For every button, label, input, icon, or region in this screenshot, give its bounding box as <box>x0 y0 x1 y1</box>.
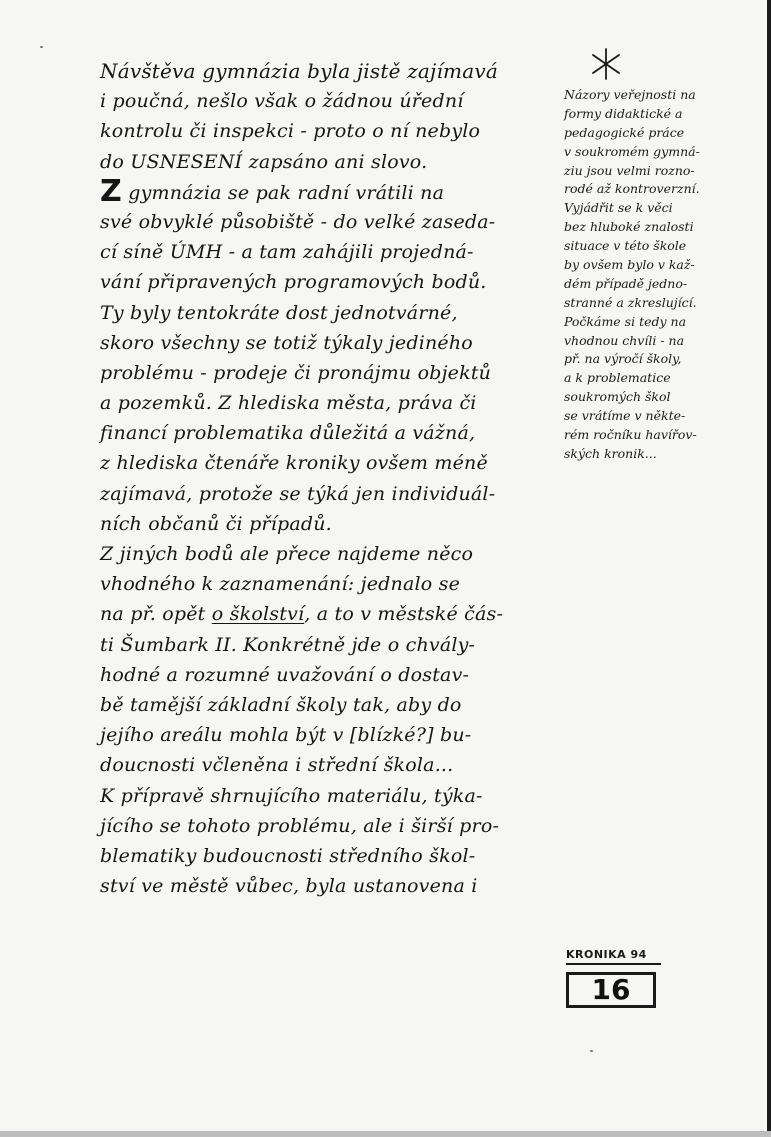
text-line-rest: gymnázia se pak radní vrátili na <box>128 181 445 204</box>
text-line <box>100 173 562 209</box>
text-line: vání připravených programových bodů. <box>100 271 487 294</box>
side-note <box>564 86 760 464</box>
text-line <box>100 599 562 629</box>
side-note-line: bez hluboké znalosti <box>564 219 694 235</box>
text-line: doucnosti včleněna i střední škola... <box>100 754 454 777</box>
side-note-line: dém případě jedno- <box>564 275 688 291</box>
scan-edge-right <box>767 0 771 1137</box>
paper-speck <box>590 1050 593 1052</box>
side-note-line: soukromých škol <box>564 389 671 405</box>
text-line: bě tamější základní školy tak, aby do <box>100 693 462 716</box>
text-line: z hlediska čtenáře kroniky ovšem méně <box>100 452 488 475</box>
text-line: blematiky budoucnosti středního škol- <box>100 844 476 867</box>
asterisk-icon <box>588 46 624 82</box>
text-line-end: , a to v městské čás- <box>304 603 504 626</box>
text-line: jícího se tohoto problému, ale i širší pro- <box>100 814 500 837</box>
text-line: Ty byly tentokráte dost jednotvárné, <box>100 301 458 324</box>
main-handwritten-text <box>100 56 562 901</box>
kronika-rule <box>566 963 661 965</box>
text-line: ství ve městě vůbec, byla ustanovena i <box>100 875 478 898</box>
side-note-line: př. na výročí školy, <box>564 351 682 367</box>
text-line: problému - prodeje či pronájmu objektů <box>100 361 492 384</box>
side-note-line: se vrátíme v někte- <box>564 408 686 424</box>
text-line-start: na př. opět <box>100 603 206 626</box>
side-note-line: by ovšem bylo v kaž- <box>564 257 695 273</box>
text-line: i poučná, nešlo však o žádnou úřední <box>100 90 464 113</box>
text-line: Z jiných bodů ale přece najdeme něco <box>100 543 474 565</box>
side-note-line: vhodnou chvíli - na <box>564 332 685 348</box>
text-line: své obvyklé působiště - do velké zaseda- <box>100 210 496 233</box>
text-line: financí problematika důležitá a vážná, <box>100 422 476 445</box>
text-line: do USNESENÍ zapsáno ani slovo. <box>100 150 428 173</box>
paper-speck <box>40 46 43 48</box>
side-note-line: Názory veřejnosti na <box>564 87 696 102</box>
text-line: skoro všechny se totiž týkaly jediného <box>100 331 473 354</box>
side-note-line: rém ročníku havířov- <box>564 427 697 443</box>
side-note-line: Počkáme si tedy na <box>564 313 687 329</box>
side-note-line: formy didaktické a <box>564 105 683 121</box>
text-line: zajímavá, protože se týká jen individuál- <box>100 482 496 505</box>
page-number: 16 <box>591 973 631 1006</box>
side-note-line: pedagogické práce <box>564 124 685 140</box>
text-line: jejího areálu mohla být v [blízké?] bu- <box>100 724 472 747</box>
side-note-line: stranné a zkreslující. <box>564 294 697 310</box>
side-note-line: ských kronik... <box>564 445 657 461</box>
side-note-line: Vyjádřit se k věci <box>564 200 673 216</box>
text-line: a pozemků. Z hlediska města, práva či <box>100 392 477 415</box>
page-number-box <box>566 972 656 1008</box>
text-line: ti Šumbark II. Konkrétně jde o chvály- <box>100 633 476 656</box>
side-note-line: v soukromém gymná- <box>564 143 700 159</box>
side-note-line: a k problematice <box>564 370 671 386</box>
underlined-phrase: o školství <box>211 603 305 626</box>
drop-letter: Z <box>100 173 122 209</box>
scan-edge-bottom <box>0 1131 771 1137</box>
text-line: cí síně ÚMH - a tam zahájili projedná- <box>100 241 474 264</box>
text-line: ních občanů či případů. <box>100 512 332 535</box>
text-line: hodné a rozumné uvažování o dostav- <box>100 663 470 686</box>
text-line: K přípravě shrnujícího materiálu, týka- <box>100 784 483 807</box>
text-line: Návštěva gymnázia byla jistě zajímavá <box>100 59 498 83</box>
text-line: vhodného k zaznamenání: jednalo se <box>100 573 461 596</box>
text-line: kontrolu či inspekci - proto o ní nebylo <box>100 120 481 143</box>
side-note-line: ziu jsou velmi rozno- <box>564 162 695 178</box>
kronika-label: KRONIKA 94 <box>566 948 647 961</box>
side-note-line: rodé až kontroverzní. <box>564 181 700 197</box>
side-note-line: situace v této škole <box>564 238 687 254</box>
